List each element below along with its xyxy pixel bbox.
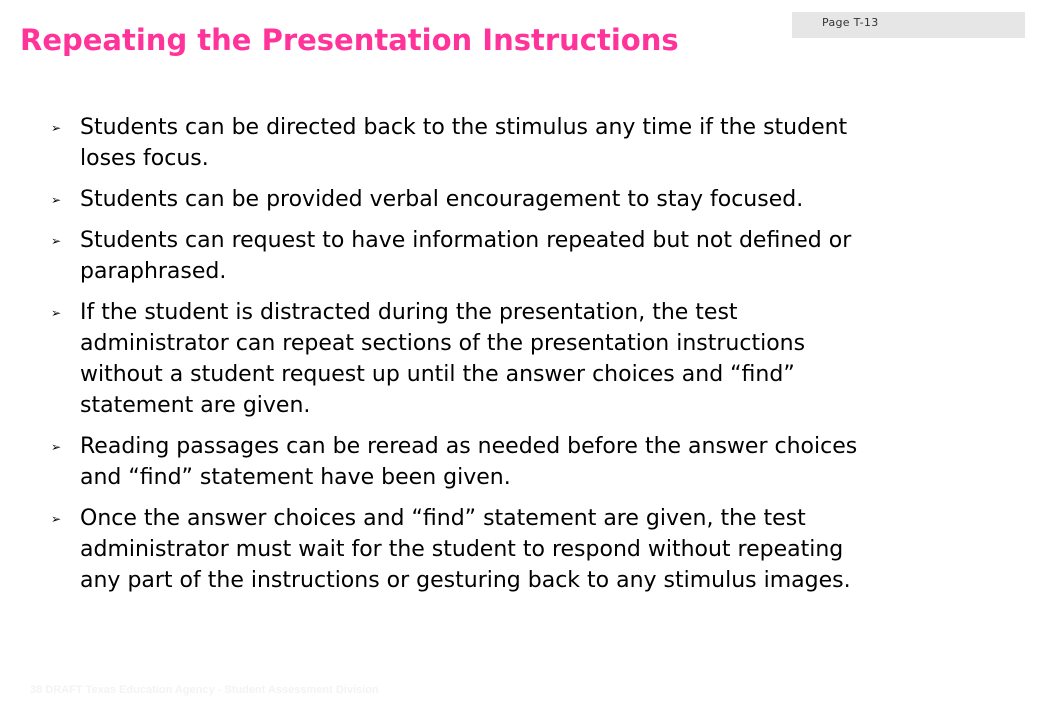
bullet-line: any part of the instructions or gesturing back to any stimulus images. [80, 568, 851, 593]
bullet-item [50, 184, 1030, 215]
bullet-line: and “find” statement have been given. [80, 465, 511, 490]
bullet-item [50, 431, 1030, 493]
bullet-line: without a student request up until the answer choices and “find” [80, 362, 795, 387]
bullet-text [80, 225, 1030, 287]
arrowhead-bullet-icon: ➢ [51, 121, 62, 135]
bullet-line: loses focus. [80, 146, 209, 171]
arrowhead-bullet-icon: ➢ [51, 193, 62, 207]
bullet-line: paraphrased. [80, 259, 227, 284]
bullet-text [80, 184, 1030, 215]
footer-text: 38 DRAFT Texas Education Agency - Student Assessment Division [30, 684, 379, 696]
bullet-line: statement are given. [80, 393, 311, 418]
bullet-line: If the student is distracted during the presentation, the test [80, 300, 738, 325]
bullet-line: administrator must wait for the student to respond without repeating [80, 537, 844, 562]
bullet-text [80, 297, 1030, 421]
page-title: Repeating the Presentation Instructions [20, 23, 679, 57]
bullet-line: Reading passages can be reread as needed before the answer choices [80, 434, 858, 459]
bullet-item [50, 503, 1030, 596]
bullet-line: Students can request to have information repeated but not defined or [80, 228, 852, 253]
bullet-item [50, 225, 1030, 287]
bullet-text [80, 112, 1030, 174]
bullet-line: administrator can repeat sections of the presentation instructions [80, 331, 806, 356]
bullet-line: Once the answer choices and “find” statement are given, the test [80, 506, 806, 531]
bullet-text [80, 431, 1030, 493]
bullet-line: Students can be directed back to the stimulus any time if the student [80, 115, 848, 140]
arrowhead-bullet-icon: ➢ [51, 306, 62, 320]
bullet-item [50, 112, 1030, 174]
bullet-line: Students can be provided verbal encouragement to stay focused. [80, 187, 804, 212]
page-number-label: Page T-13 [792, 12, 1025, 38]
arrowhead-bullet-icon: ➢ [51, 440, 62, 454]
bullet-list [50, 112, 1030, 606]
arrowhead-bullet-icon: ➢ [51, 234, 62, 248]
bullet-text [80, 503, 1030, 596]
bullet-item [50, 297, 1030, 421]
arrowhead-bullet-icon: ➢ [51, 512, 62, 526]
